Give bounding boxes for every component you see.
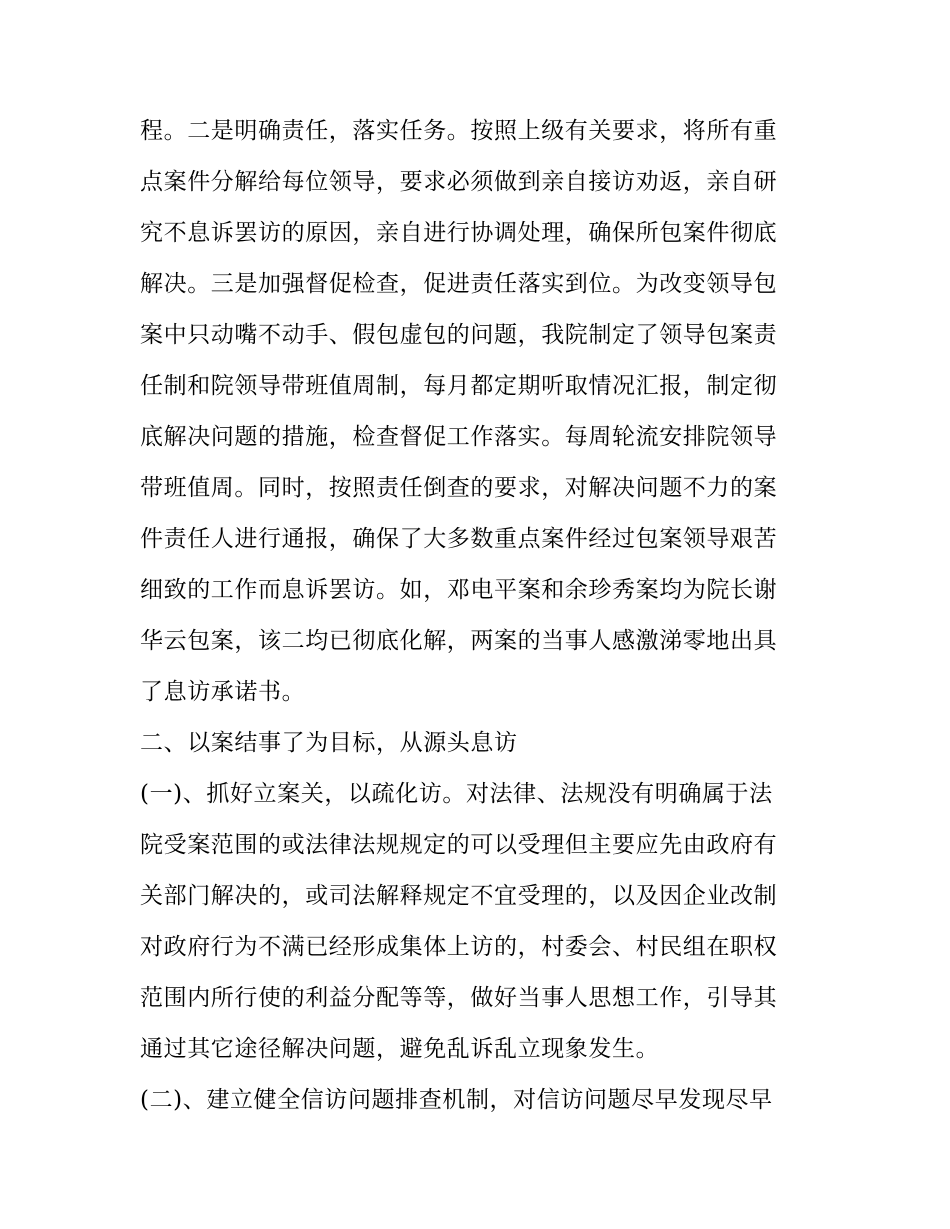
text-line: 关部门解决的，或司法解释规定不宜受理的，以及因企业改制 (140, 883, 778, 909)
text-line: 带班值周。同时，按照责任倒查的要求，对解决问题不力的案 (140, 475, 778, 501)
text-line: 通过其它途径解决问题，避免乱诉乱立现象发生。 (140, 1036, 660, 1062)
subsection-heading: (一)、抓好立案关，以疏化访。对法律、法规没有明确属于法 (140, 781, 773, 807)
text-line: 对政府行为不满已经形成集体上访的，村委会、村民组在职权 (140, 934, 778, 960)
section-heading: 二、以案结事了为目标，从源头息访 (140, 730, 518, 756)
text-line: 程。二是明确责任，落实任务。按照上级有关要求，将所有重 (140, 118, 778, 144)
subsection-heading: (二)、建立健全信访问题排查机制，对信访问题尽早发现尽早 (140, 1087, 773, 1113)
text-line: 件责任人进行通报，确保了大多数重点案件经过包案领导艰苦 (140, 526, 778, 552)
text-line: 华云包案，该二均已彻底化解，两案的当事人感激涕零地出具 (140, 628, 778, 654)
text-line: 院受案范围的或法律法规规定的可以受理但主要应先由政府有 (140, 832, 778, 858)
text-line: 底解决问题的措施，检查督促工作落实。每周轮流安排院领导 (140, 424, 778, 450)
text-line: 究不息诉罢访的原因，亲自进行协调处理，确保所包案件彻底 (140, 220, 778, 246)
text-line: 细致的工作而息诉罢访。如，邓电平案和余珍秀案均为院长谢 (140, 577, 778, 603)
text-line: 案中只动嘴不动手、假包虚包的问题，我院制定了领导包案责 (140, 322, 778, 348)
body-text (140, 106, 820, 1126)
text-line: 了息访承诺书。 (140, 679, 306, 705)
text-line: 点案件分解给每位领导，要求必须做到亲自接访劝返，亲自研 (140, 169, 778, 195)
text-line: 范围内所行使的利益分配等等，做好当事人思想工作，引导其 (140, 985, 778, 1011)
text-line: 任制和院领导带班值周制，每月都定期听取情况汇报，制定彻 (140, 373, 778, 399)
text-line: 解决。三是加强督促检查，促进责任落实到位。为改变领导包 (140, 271, 778, 297)
